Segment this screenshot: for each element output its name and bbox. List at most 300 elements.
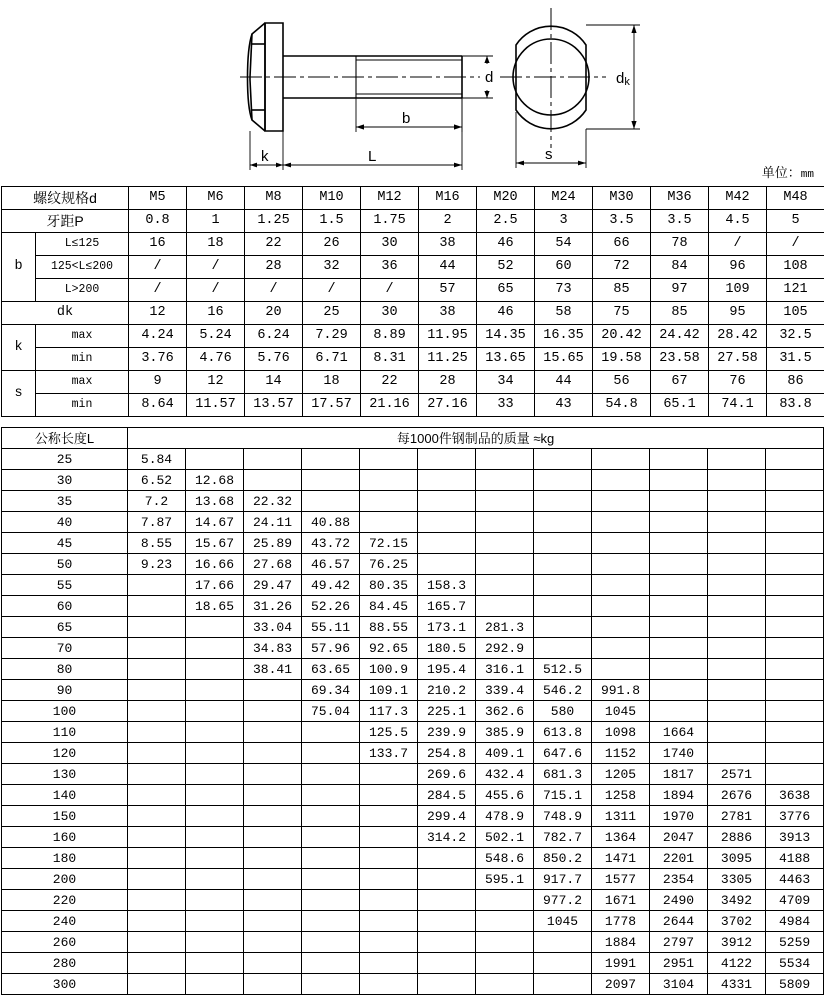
cell-mass: 8.55 <box>128 533 186 554</box>
row-sublabel-min: min <box>36 394 129 417</box>
cell-mass: 613.8 <box>534 722 592 743</box>
cell-mass <box>766 596 824 617</box>
cell-pitch: 1.25 <box>245 210 303 233</box>
cell-mass <box>534 512 592 533</box>
table-row <box>2 512 824 533</box>
cell-b: 109 <box>709 279 767 302</box>
cell-size: M36 <box>651 187 709 210</box>
cell-s-min: 74.1 <box>709 394 767 417</box>
cell-mass: 316.1 <box>476 659 534 680</box>
cell-mass: 9.23 <box>128 554 186 575</box>
cell-mass <box>766 701 824 722</box>
cell-s-min: 8.64 <box>129 394 187 417</box>
cell-b: / <box>303 279 361 302</box>
cell-mass <box>534 533 592 554</box>
cell-mass <box>476 449 534 470</box>
cell-mass: 25.89 <box>244 533 302 554</box>
cell-s-max: 18 <box>303 371 361 394</box>
cell-mass <box>244 974 302 995</box>
cell-pitch: 2 <box>419 210 477 233</box>
cell-mass <box>244 953 302 974</box>
cell-mass <box>418 890 476 911</box>
cell-mass: 385.9 <box>476 722 534 743</box>
cell-mass: 748.9 <box>534 806 592 827</box>
cell-size: M12 <box>361 187 419 210</box>
cell-s-min: 27.16 <box>419 394 477 417</box>
cell-b: 97 <box>651 279 709 302</box>
cell-mass <box>534 491 592 512</box>
cell-mass <box>534 932 592 953</box>
cell-mass <box>186 869 244 890</box>
cell-mass: 432.4 <box>476 764 534 785</box>
cell-b: 46 <box>477 233 535 256</box>
cell-mass <box>534 596 592 617</box>
cell-mass: 158.3 <box>418 575 476 596</box>
cell-mass: 84.45 <box>360 596 418 617</box>
cell-mass: 715.1 <box>534 785 592 806</box>
cell-nominal-length: 40 <box>2 512 128 533</box>
table-row <box>2 932 824 953</box>
cell-mass: 314.2 <box>418 827 476 848</box>
cell-b: 72 <box>593 256 651 279</box>
cell-mass: 16.66 <box>186 554 244 575</box>
cell-mass <box>128 974 186 995</box>
cell-s-min: 11.57 <box>187 394 245 417</box>
cell-mass <box>650 638 708 659</box>
cell-mass <box>186 659 244 680</box>
cell-mass: 681.3 <box>534 764 592 785</box>
cell-k-min: 5.76 <box>245 348 303 371</box>
cell-mass: 512.5 <box>534 659 592 680</box>
cell-mass <box>418 554 476 575</box>
cell-mass: 80.35 <box>360 575 418 596</box>
cell-mass: 173.1 <box>418 617 476 638</box>
cell-mass <box>766 680 824 701</box>
cell-mass: 12.68 <box>186 470 244 491</box>
cell-mass: 180.5 <box>418 638 476 659</box>
cell-mass <box>302 911 360 932</box>
cell-mass <box>476 596 534 617</box>
cell-mass: 17.66 <box>186 575 244 596</box>
cell-mass <box>418 911 476 932</box>
cell-nominal-length: 60 <box>2 596 128 617</box>
cell-pitch: 4.5 <box>709 210 767 233</box>
cell-mass <box>244 743 302 764</box>
cell-mass <box>766 449 824 470</box>
table-row <box>2 764 824 785</box>
cell-mass <box>766 491 824 512</box>
cell-mass: 1577 <box>592 869 650 890</box>
cell-size: M16 <box>419 187 477 210</box>
cell-mass <box>360 932 418 953</box>
cell-mass <box>766 512 824 533</box>
cell-mass: 1884 <box>592 932 650 953</box>
cell-mass <box>244 806 302 827</box>
cell-mass <box>186 764 244 785</box>
cell-mass <box>360 890 418 911</box>
cell-mass <box>592 554 650 575</box>
row-sublabel-b-125-200: 125<L≤200 <box>36 256 129 279</box>
cell-mass: 52.26 <box>302 596 360 617</box>
cell-mass <box>418 848 476 869</box>
cell-mass <box>592 512 650 533</box>
cell-mass: 4188 <box>766 848 824 869</box>
cell-b: 84 <box>651 256 709 279</box>
cell-mass <box>418 533 476 554</box>
cell-mass <box>244 827 302 848</box>
cell-mass: 991.8 <box>592 680 650 701</box>
cell-dk: 38 <box>419 302 477 325</box>
row-label-dk: dk <box>2 302 129 325</box>
cell-mass <box>650 470 708 491</box>
cell-pitch: 1 <box>187 210 245 233</box>
unit-caption-mm: mm <box>801 169 814 181</box>
cell-nominal-length: 80 <box>2 659 128 680</box>
cell-mass <box>766 470 824 491</box>
cell-b: 96 <box>709 256 767 279</box>
cell-k-min: 23.58 <box>651 348 709 371</box>
cell-k-min: 31.5 <box>767 348 824 371</box>
cell-k-min: 19.58 <box>593 348 651 371</box>
cell-mass: 455.6 <box>476 785 534 806</box>
dimension-label-L: L <box>368 148 376 165</box>
cell-mass: 1664 <box>650 722 708 743</box>
cell-mass: 3912 <box>708 932 766 953</box>
cell-b: 28 <box>245 256 303 279</box>
cell-mass: 4984 <box>766 911 824 932</box>
row-sublabel-b-le125: L≤125 <box>36 233 129 256</box>
cell-mass: 75.04 <box>302 701 360 722</box>
cell-mass: 24.11 <box>244 512 302 533</box>
cell-mass: 1778 <box>592 911 650 932</box>
cell-b: 26 <box>303 233 361 256</box>
row-sublabel-b-gt200: L>200 <box>36 279 129 302</box>
table-row <box>2 491 824 512</box>
cell-size: M10 <box>303 187 361 210</box>
cell-mass <box>650 449 708 470</box>
cell-mass: 69.34 <box>302 680 360 701</box>
cell-s-max: 44 <box>535 371 593 394</box>
dimension-label-k: k <box>261 148 269 165</box>
cell-pitch: 0.8 <box>129 210 187 233</box>
cell-mass <box>708 470 766 491</box>
cell-mass <box>128 911 186 932</box>
cell-k-min: 3.76 <box>129 348 187 371</box>
cell-b: / <box>187 279 245 302</box>
table-row <box>2 554 824 575</box>
cell-mass <box>302 743 360 764</box>
cell-mass <box>302 932 360 953</box>
cell-mass: 2047 <box>650 827 708 848</box>
cell-mass <box>128 827 186 848</box>
cell-b: 65 <box>477 279 535 302</box>
cell-nominal-length: 50 <box>2 554 128 575</box>
cell-s-max: 14 <box>245 371 303 394</box>
cell-mass: 2797 <box>650 932 708 953</box>
cell-mass: 3702 <box>708 911 766 932</box>
cell-mass <box>186 680 244 701</box>
cell-mass <box>302 806 360 827</box>
cell-dk: 25 <box>303 302 361 325</box>
mass-table <box>1 427 824 995</box>
cell-k-max: 24.42 <box>651 325 709 348</box>
cell-mass: 3638 <box>766 785 824 806</box>
cell-mass <box>128 890 186 911</box>
cell-mass <box>418 932 476 953</box>
cell-mass <box>244 722 302 743</box>
cell-mass <box>534 575 592 596</box>
cell-b: 36 <box>361 256 419 279</box>
cell-size: M30 <box>593 187 651 210</box>
cell-b: 30 <box>361 233 419 256</box>
cell-mass <box>592 491 650 512</box>
cell-k-min: 4.76 <box>187 348 245 371</box>
cell-dk: 95 <box>709 302 767 325</box>
cell-mass: 1258 <box>592 785 650 806</box>
cell-mass <box>476 491 534 512</box>
cell-mass: 125.5 <box>360 722 418 743</box>
table-row-s-min <box>2 394 824 417</box>
cell-mass <box>244 932 302 953</box>
cell-mass: 917.7 <box>534 869 592 890</box>
cell-mass: 49.42 <box>302 575 360 596</box>
cell-mass <box>244 701 302 722</box>
cell-mass: 977.2 <box>534 890 592 911</box>
cell-mass <box>650 680 708 701</box>
cell-mass: 1045 <box>592 701 650 722</box>
cell-mass <box>476 953 534 974</box>
cell-mass <box>476 533 534 554</box>
cell-mass: 502.1 <box>476 827 534 848</box>
cell-mass: 3913 <box>766 827 824 848</box>
cell-mass <box>534 554 592 575</box>
cell-mass <box>244 449 302 470</box>
cell-mass <box>418 449 476 470</box>
cell-size: M42 <box>709 187 767 210</box>
cell-mass <box>128 617 186 638</box>
cell-s-max: 76 <box>709 371 767 394</box>
cell-mass: 284.5 <box>418 785 476 806</box>
cell-mass: 43.72 <box>302 533 360 554</box>
mass-table-length-header: 公称长度L <box>2 428 128 449</box>
cell-mass: 269.6 <box>418 764 476 785</box>
cell-s-max: 56 <box>593 371 651 394</box>
cell-mass <box>186 743 244 764</box>
cell-mass: 3104 <box>650 974 708 995</box>
cell-nominal-length: 150 <box>2 806 128 827</box>
cell-mass <box>128 869 186 890</box>
cell-mass: 92.65 <box>360 638 418 659</box>
cell-mass <box>360 827 418 848</box>
cell-mass: 63.65 <box>302 659 360 680</box>
table-row <box>2 449 824 470</box>
cell-b: 44 <box>419 256 477 279</box>
cell-mass: 850.2 <box>534 848 592 869</box>
cell-dk: 85 <box>651 302 709 325</box>
table-row <box>2 617 824 638</box>
dimension-label-b: b <box>402 110 410 127</box>
cell-mass: 2354 <box>650 869 708 890</box>
cell-mass: 5534 <box>766 953 824 974</box>
cell-mass <box>708 512 766 533</box>
cell-mass <box>708 575 766 596</box>
cell-mass <box>186 806 244 827</box>
cell-mass: 2676 <box>708 785 766 806</box>
cell-mass <box>418 512 476 533</box>
cell-s-min: 33 <box>477 394 535 417</box>
cell-mass <box>650 554 708 575</box>
cell-mass <box>186 974 244 995</box>
cell-mass: 210.2 <box>418 680 476 701</box>
cell-s-min: 65.1 <box>651 394 709 417</box>
cell-mass: 647.6 <box>534 743 592 764</box>
cell-mass: 18.65 <box>186 596 244 617</box>
cell-s-min: 21.16 <box>361 394 419 417</box>
cell-nominal-length: 100 <box>2 701 128 722</box>
cell-size: M20 <box>477 187 535 210</box>
cell-mass: 13.68 <box>186 491 244 512</box>
cell-size: M6 <box>187 187 245 210</box>
cell-nominal-length: 70 <box>2 638 128 659</box>
row-label-thread-spec: 螺纹规格d <box>2 187 129 210</box>
cell-mass <box>360 764 418 785</box>
cell-mass <box>302 449 360 470</box>
cell-b: 121 <box>767 279 824 302</box>
cell-mass <box>708 596 766 617</box>
cell-pitch: 5 <box>767 210 824 233</box>
cell-mass <box>128 596 186 617</box>
table-row <box>2 659 824 680</box>
cell-mass <box>418 869 476 890</box>
cell-s-max: 86 <box>767 371 824 394</box>
specification-table <box>1 186 824 417</box>
table-row <box>2 680 824 701</box>
cell-mass: 2097 <box>592 974 650 995</box>
cell-mass <box>766 533 824 554</box>
cell-mass: 595.1 <box>476 869 534 890</box>
cell-s-min: 83.8 <box>767 394 824 417</box>
cell-mass <box>128 932 186 953</box>
cell-s-max: 34 <box>477 371 535 394</box>
cell-mass <box>128 575 186 596</box>
cell-mass: 5.84 <box>128 449 186 470</box>
table-row <box>2 596 824 617</box>
cell-mass: 782.7 <box>534 827 592 848</box>
cell-mass <box>360 470 418 491</box>
cell-mass: 299.4 <box>418 806 476 827</box>
cell-mass <box>766 575 824 596</box>
cell-mass: 3305 <box>708 869 766 890</box>
cell-nominal-length: 180 <box>2 848 128 869</box>
cell-mass: 1991 <box>592 953 650 974</box>
cell-mass: 239.9 <box>418 722 476 743</box>
cell-mass <box>418 491 476 512</box>
cell-mass <box>476 470 534 491</box>
cell-k-max: 32.5 <box>767 325 824 348</box>
cell-mass: 4709 <box>766 890 824 911</box>
cell-size: M24 <box>535 187 593 210</box>
cell-mass <box>650 596 708 617</box>
cell-mass: 1098 <box>592 722 650 743</box>
table-row <box>2 470 824 491</box>
cell-nominal-length: 160 <box>2 827 128 848</box>
unit-caption-text: 单位： <box>762 165 801 180</box>
cell-mass <box>302 722 360 743</box>
cell-size: M48 <box>767 187 824 210</box>
cell-mass <box>302 764 360 785</box>
cell-mass: 409.1 <box>476 743 534 764</box>
row-label-s: s <box>2 371 36 417</box>
mass-table-header-row <box>2 428 824 449</box>
cell-mass <box>650 659 708 680</box>
cell-mass <box>708 449 766 470</box>
cell-mass <box>418 974 476 995</box>
cell-k-max: 6.24 <box>245 325 303 348</box>
cell-mass: 29.47 <box>244 575 302 596</box>
cell-dk: 30 <box>361 302 419 325</box>
cell-mass <box>534 617 592 638</box>
cell-mass <box>708 743 766 764</box>
cell-k-min: 8.31 <box>361 348 419 371</box>
cell-size: M5 <box>129 187 187 210</box>
cell-mass <box>534 974 592 995</box>
cell-mass <box>128 743 186 764</box>
row-sublabel-max: max <box>36 371 129 394</box>
cell-mass: 3095 <box>708 848 766 869</box>
table-row <box>2 638 824 659</box>
table-row-b-le125 <box>2 233 824 256</box>
cell-b: / <box>129 256 187 279</box>
cell-s-min: 43 <box>535 394 593 417</box>
cell-mass: 1205 <box>592 764 650 785</box>
cell-mass <box>360 491 418 512</box>
table-row <box>2 575 824 596</box>
cell-mass <box>302 848 360 869</box>
cell-mass <box>244 890 302 911</box>
cell-mass <box>128 764 186 785</box>
cell-mass <box>244 869 302 890</box>
unit-caption <box>762 162 814 181</box>
cell-mass <box>186 827 244 848</box>
cell-mass: 27.68 <box>244 554 302 575</box>
cell-mass: 46.57 <box>302 554 360 575</box>
cell-mass: 6.52 <box>128 470 186 491</box>
row-sublabel-min: min <box>36 348 129 371</box>
table-row <box>2 974 824 995</box>
dimension-label-d: d <box>485 69 493 86</box>
cell-nominal-length: 45 <box>2 533 128 554</box>
cell-mass: 14.67 <box>186 512 244 533</box>
table-row <box>2 890 824 911</box>
cell-mass: 1152 <box>592 743 650 764</box>
cell-mass <box>708 554 766 575</box>
cell-mass: 292.9 <box>476 638 534 659</box>
bolt-technical-drawing <box>0 0 824 186</box>
cell-k-max: 28.42 <box>709 325 767 348</box>
cell-b: 18 <box>187 233 245 256</box>
cell-mass <box>766 743 824 764</box>
cell-mass <box>128 638 186 659</box>
cell-s-max: 22 <box>361 371 419 394</box>
cell-mass: 580 <box>534 701 592 722</box>
cell-mass <box>302 890 360 911</box>
cell-mass <box>244 680 302 701</box>
cell-pitch: 2.5 <box>477 210 535 233</box>
cell-nominal-length: 65 <box>2 617 128 638</box>
cell-mass <box>708 617 766 638</box>
cell-nominal-length: 140 <box>2 785 128 806</box>
cell-s-min: 17.57 <box>303 394 361 417</box>
